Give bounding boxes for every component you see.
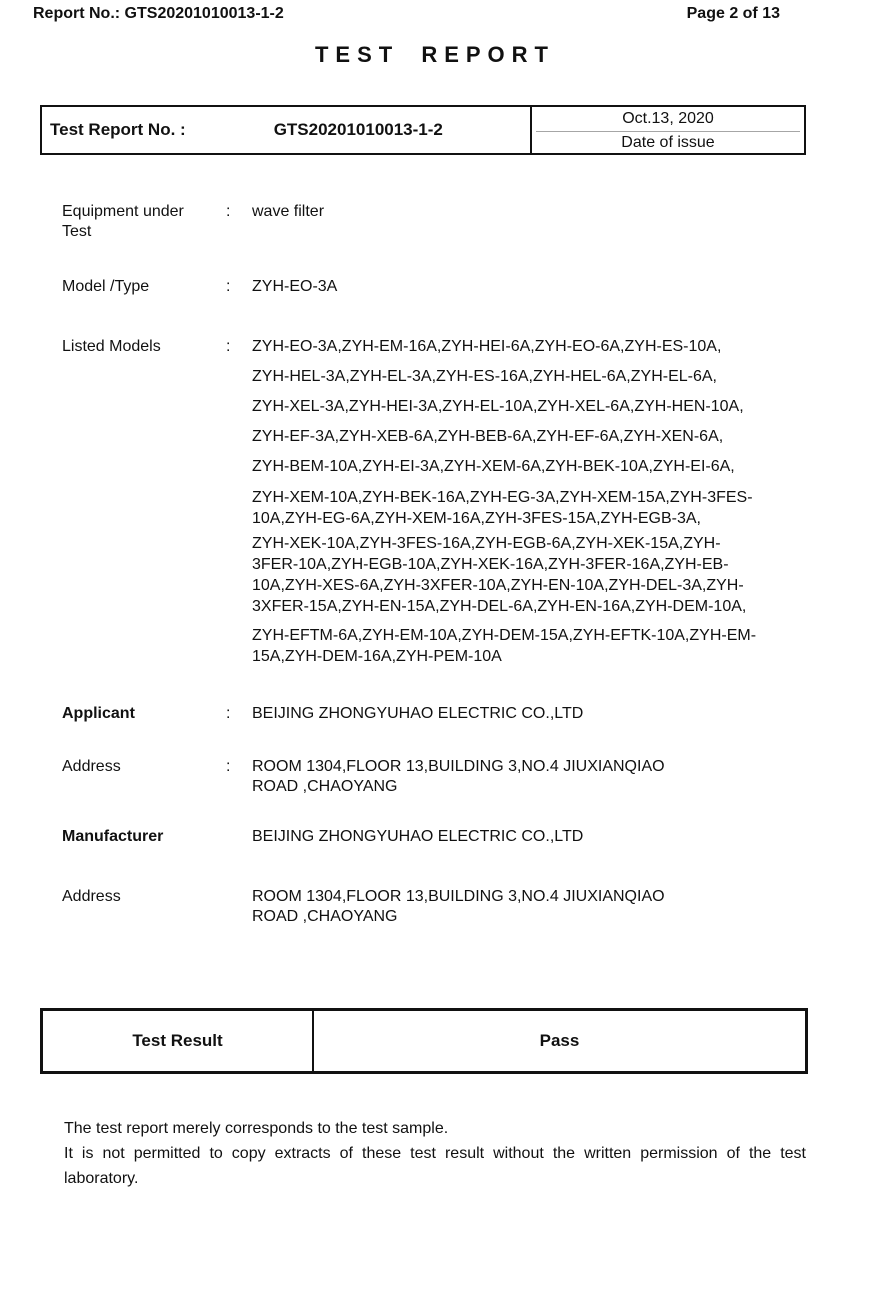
field-label: Model /Type xyxy=(62,278,150,295)
report-number-cell xyxy=(42,107,530,153)
field-value: ROOM 1304,FLOOR 13,BUILDING 3,NO.4 JIUXIANQIAO ROAD ,CHAOYANG xyxy=(252,888,665,925)
row-listed-models xyxy=(62,337,822,667)
listed-models-group: ZYH-HEL-3A,ZYH-EL-3A,ZYH-ES-16A,ZYH-HEL-6A,ZYH-EL-6A, xyxy=(252,368,717,385)
listed-models-group: ZYH-EF-3A,ZYH-XEB-6A,ZYH-BEB-6A,ZYH-EF-6A,ZYH-XEN-6A, xyxy=(252,428,724,445)
listed-models-group: ZYH-EFTM-6A,ZYH-EM-10A,ZYH-DEM-15A,ZYH-EFTK-10A,ZYH-EM-15A,ZYH-DEM-16A,ZYH-PEM-10A xyxy=(252,627,757,665)
test-result-label: Test Result xyxy=(43,1011,314,1071)
test-result-table xyxy=(40,1008,808,1074)
field-label: Equipment under Test xyxy=(62,203,184,240)
row-model-type xyxy=(62,277,822,297)
field-value: BEIJING ZHONGYUHAO ELECTRIC CO.,LTD xyxy=(252,705,584,722)
listed-models-list xyxy=(252,337,760,667)
field-colon: : xyxy=(226,705,231,722)
field-label: Address xyxy=(62,758,121,775)
date-of-issue-cell xyxy=(530,107,804,153)
field-colon: : xyxy=(226,338,231,355)
row-applicant xyxy=(62,704,822,724)
issue-date: Oct.13, 2020 xyxy=(622,110,714,128)
test-result-value: Pass xyxy=(539,1031,580,1050)
listed-models-group: ZYH-XEM-10A,ZYH-BEK-16A,ZYH-EG-3A,ZYH-XEM-15A,ZYH-3FES-10A,ZYH-EG-6A,ZYH-XEM-16A,ZYH-3FES-15A,ZYH-EGB-3A, xyxy=(252,489,753,527)
row-manufacturer-address xyxy=(62,887,822,927)
field-colon: : xyxy=(226,203,231,220)
field-label: Listed Models xyxy=(62,338,161,355)
row-applicant-address xyxy=(62,757,822,797)
disclaimer-line-1: The test report merely corresponds to the test sample. xyxy=(64,1120,449,1137)
field-colon: : xyxy=(226,758,231,775)
date-caption: Date of issue xyxy=(621,133,715,151)
field-label: Applicant xyxy=(62,705,135,722)
running-header-page-number: Page 2 of 13 xyxy=(686,5,780,22)
listed-models-group: ZYH-EO-3A,ZYH-EM-16A,ZYH-HEI-6A,ZYH-EO-6A,ZYH-ES-10A, xyxy=(252,338,722,355)
footer-disclaimer xyxy=(64,1116,806,1191)
field-label: Manufacturer xyxy=(62,828,164,845)
running-header-report-no: Report No.: GTS20201010013-1-2 xyxy=(33,5,284,22)
field-colon: : xyxy=(226,278,231,295)
listed-models-group: ZYH-XEL-3A,ZYH-HEI-3A,ZYH-EL-10A,ZYH-XEL-6A,ZYH-HEN-10A, xyxy=(252,398,744,415)
report-number-table xyxy=(40,105,806,155)
listed-models-group: ZYH-BEM-10A,ZYH-EI-3A,ZYH-XEM-6A,ZYH-BEK-10A,ZYH-EI-6A, xyxy=(252,458,735,475)
report-number-label: Test Report No. : xyxy=(50,120,186,139)
listed-models-group: ZYH-XEK-10A,ZYH-3FES-16A,ZYH-EGB-6A,ZYH-XEK-15A,ZYH-3FER-10A,ZYH-EGB-10A,ZYH-XEK-16A,ZYH-3FER-16A,ZYH-EB-10A,ZYH-XES-6A,ZYH-3XFER-10A,ZYH-EN-10A,ZYH-DEL-3A,ZYH-3XFER-15A,ZYH-EN-15A,ZYH-DEL-6A,ZYH-EN-16A,ZYH-DEM-10A, xyxy=(252,535,747,615)
equipment-info-section xyxy=(62,202,822,927)
field-value: ROOM 1304,FLOOR 13,BUILDING 3,NO.4 JIUXIANQIAO ROAD ,CHAOYANG xyxy=(252,758,665,795)
field-label: Address xyxy=(62,888,121,905)
report-number-value: GTS20201010013-1-2 xyxy=(273,120,443,139)
row-equipment-under-test xyxy=(62,202,822,242)
field-value: wave filter xyxy=(252,203,325,220)
field-value: ZYH-EO-3A xyxy=(252,278,338,295)
field-value: BEIJING ZHONGYUHAO ELECTRIC CO.,LTD xyxy=(252,828,584,845)
page-title: TEST REPORT xyxy=(314,42,555,67)
disclaimer-line-2: It is not permitted to copy extracts of these test result without the written permission of the test laboratory. xyxy=(64,1145,806,1187)
row-manufacturer xyxy=(62,827,822,847)
